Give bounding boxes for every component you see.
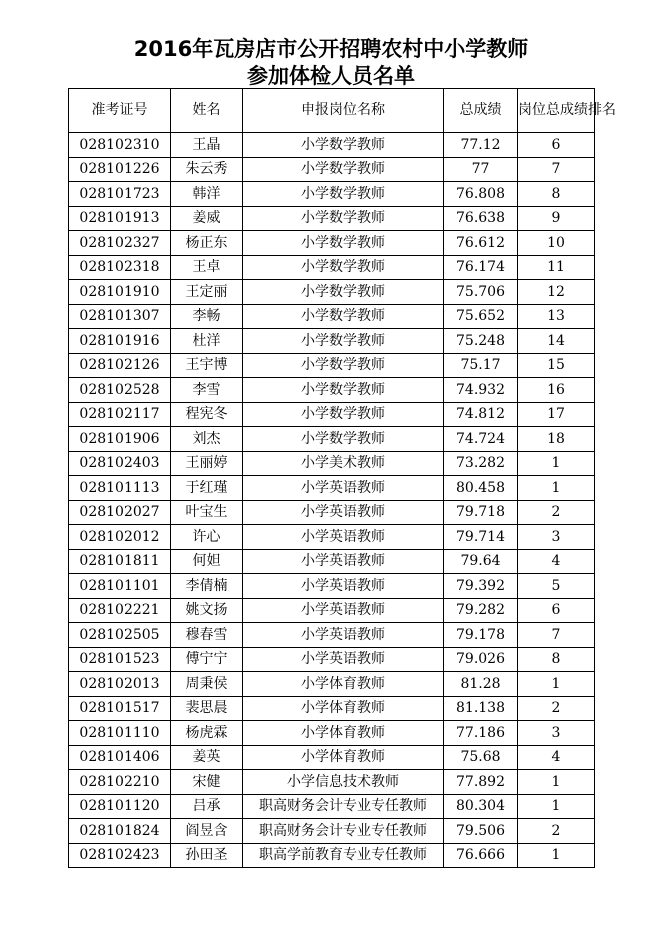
cell-position: 小学数学教师: [243, 378, 444, 403]
cell-exam-no: 028101226: [69, 157, 171, 182]
cell-position: 职高学前教育专业专任教师: [243, 843, 444, 868]
cell-name: 韩洋: [171, 182, 243, 207]
cell-exam-no: 028102403: [69, 451, 171, 476]
table-row: [69, 133, 595, 158]
cell-rank: 1: [518, 451, 595, 476]
table-row: [69, 476, 595, 501]
candidate-table: [68, 88, 616, 868]
cell-position: 小学数学教师: [243, 182, 444, 207]
cell-rank: 7: [518, 623, 595, 648]
cell-exam-no: 028102012: [69, 525, 171, 550]
cell-name: 朱云秀: [171, 157, 243, 182]
table-row: [69, 598, 595, 623]
cell-position: 职高财务会计专业专任教师: [243, 819, 444, 844]
cell-score: 74.932: [444, 378, 518, 403]
cell-exam-no: 028101811: [69, 549, 171, 574]
table-row: [69, 451, 595, 476]
cell-exam-no: 028101910: [69, 280, 171, 305]
table-row: [69, 231, 595, 256]
cell-position: 小学英语教师: [243, 500, 444, 525]
cell-position: 小学数学教师: [243, 157, 444, 182]
table-row: [69, 696, 595, 721]
cell-exam-no: 028102126: [69, 353, 171, 378]
header-exam-no: 准考证号: [69, 89, 171, 133]
cell-position: 小学数学教师: [243, 206, 444, 231]
table-row: [69, 819, 595, 844]
cell-name: 姜英: [171, 745, 243, 770]
cell-score: 79.282: [444, 598, 518, 623]
cell-exam-no: 028101307: [69, 304, 171, 329]
cell-rank: 18: [518, 427, 595, 452]
cell-name: 王卓: [171, 255, 243, 280]
cell-rank: 14: [518, 329, 595, 354]
table-row: [69, 206, 595, 231]
cell-position: 小学体育教师: [243, 721, 444, 746]
cell-score: 74.724: [444, 427, 518, 452]
cell-position: 小学数学教师: [243, 133, 444, 158]
cell-name: 周秉侯: [171, 672, 243, 697]
table-row: [69, 672, 595, 697]
cell-exam-no: 028102327: [69, 231, 171, 256]
cell-position: 小学信息技术教师: [243, 770, 444, 795]
table-row: [69, 378, 595, 403]
cell-score: 76.666: [444, 843, 518, 868]
cell-rank: 1: [518, 794, 595, 819]
cell-rank: 1: [518, 770, 595, 795]
cell-name: 穆春雪: [171, 623, 243, 648]
cell-name: 王晶: [171, 133, 243, 158]
cell-rank: 8: [518, 182, 595, 207]
table-row: [69, 525, 595, 550]
header-position: 申报岗位名称: [243, 89, 444, 133]
cell-exam-no: 028101120: [69, 794, 171, 819]
cell-score: 80.458: [444, 476, 518, 501]
table-row: [69, 427, 595, 452]
cell-exam-no: 028101110: [69, 721, 171, 746]
cell-name: 李倩楠: [171, 574, 243, 599]
cell-rank: 5: [518, 574, 595, 599]
cell-rank: 13: [518, 304, 595, 329]
cell-name: 姜威: [171, 206, 243, 231]
cell-exam-no: 028102221: [69, 598, 171, 623]
cell-exam-no: 028102027: [69, 500, 171, 525]
cell-exam-no: 028102310: [69, 133, 171, 158]
cell-name: 吕承: [171, 794, 243, 819]
cell-score: 77.892: [444, 770, 518, 795]
header-name: 姓名: [171, 89, 243, 133]
cell-name: 杨正东: [171, 231, 243, 256]
cell-position: 小学美术教师: [243, 451, 444, 476]
cell-position: 小学体育教师: [243, 696, 444, 721]
table-row: [69, 794, 595, 819]
cell-rank: 4: [518, 745, 595, 770]
cell-score: 77: [444, 157, 518, 182]
cell-rank: 2: [518, 696, 595, 721]
cell-position: 小学体育教师: [243, 672, 444, 697]
table-row: [69, 623, 595, 648]
table-row: [69, 574, 595, 599]
cell-position: 小学英语教师: [243, 598, 444, 623]
cell-position: 小学英语教师: [243, 476, 444, 501]
cell-rank: 9: [518, 206, 595, 231]
cell-score: 79.026: [444, 647, 518, 672]
cell-position: 小学体育教师: [243, 745, 444, 770]
cell-name: 王丽婷: [171, 451, 243, 476]
document-title-line1: 2016年瓦房店市公开招聘农村中小学教师: [133, 37, 529, 61]
cell-score: 81.28: [444, 672, 518, 697]
cell-score: 79.714: [444, 525, 518, 550]
cell-score: 75.248: [444, 329, 518, 354]
cell-position: 小学数学教师: [243, 304, 444, 329]
cell-rank: 10: [518, 231, 595, 256]
cell-name: 裴思晨: [171, 696, 243, 721]
cell-score: 75.68: [444, 745, 518, 770]
cell-score: 79.64: [444, 549, 518, 574]
table-row: [69, 843, 595, 868]
cell-rank: 12: [518, 280, 595, 305]
cell-position: 小学英语教师: [243, 574, 444, 599]
cell-score: 73.282: [444, 451, 518, 476]
table-row: [69, 280, 595, 305]
cell-rank: 1: [518, 476, 595, 501]
cell-rank: 17: [518, 402, 595, 427]
table-row: [69, 182, 595, 207]
cell-score: 80.304: [444, 794, 518, 819]
table-row: [69, 770, 595, 795]
table-row: [69, 304, 595, 329]
cell-name: 何妲: [171, 549, 243, 574]
document-title-line2: 参加体检人员名单: [247, 64, 415, 88]
cell-exam-no: 028101723: [69, 182, 171, 207]
cell-rank: 7: [518, 157, 595, 182]
cell-position: 小学数学教师: [243, 255, 444, 280]
cell-score: 76.612: [444, 231, 518, 256]
cell-rank: 1: [518, 672, 595, 697]
cell-rank: 8: [518, 647, 595, 672]
cell-exam-no: 028101913: [69, 206, 171, 231]
cell-name: 许心: [171, 525, 243, 550]
cell-score: 74.812: [444, 402, 518, 427]
cell-exam-no: 028102318: [69, 255, 171, 280]
table-row: [69, 329, 595, 354]
cell-position: 小学英语教师: [243, 525, 444, 550]
cell-name: 王宇博: [171, 353, 243, 378]
table-row: [69, 745, 595, 770]
cell-position: 小学数学教师: [243, 402, 444, 427]
cell-rank: 6: [518, 133, 595, 158]
header-score: 总成绩: [444, 89, 518, 133]
table-row: [69, 500, 595, 525]
cell-exam-no: 028102423: [69, 843, 171, 868]
table-row: [69, 647, 595, 672]
cell-position: 小学数学教师: [243, 427, 444, 452]
table-row: [69, 353, 595, 378]
cell-name: 姚文扬: [171, 598, 243, 623]
cell-name: 于红瑾: [171, 476, 243, 501]
cell-rank: 3: [518, 525, 595, 550]
cell-exam-no: 028101517: [69, 696, 171, 721]
cell-position: 小学数学教师: [243, 353, 444, 378]
cell-name: 叶宝生: [171, 500, 243, 525]
cell-name: 李雪: [171, 378, 243, 403]
cell-exam-no: 028101906: [69, 427, 171, 452]
cell-name: 宋健: [171, 770, 243, 795]
cell-rank: 4: [518, 549, 595, 574]
cell-position: 小学数学教师: [243, 231, 444, 256]
cell-name: 刘杰: [171, 427, 243, 452]
cell-exam-no: 028102505: [69, 623, 171, 648]
cell-exam-no: 028102013: [69, 672, 171, 697]
cell-name: 杜洋: [171, 329, 243, 354]
cell-name: 傅宁宁: [171, 647, 243, 672]
table-body: [69, 133, 595, 868]
table-row: [69, 549, 595, 574]
cell-name: 程宪冬: [171, 402, 243, 427]
cell-score: 79.178: [444, 623, 518, 648]
cell-rank: 2: [518, 819, 595, 844]
cell-score: 79.506: [444, 819, 518, 844]
cell-name: 王定丽: [171, 280, 243, 305]
cell-exam-no: 028101824: [69, 819, 171, 844]
cell-score: 76.808: [444, 182, 518, 207]
table-row: [69, 721, 595, 746]
table-row: [69, 402, 595, 427]
cell-exam-no: 028102528: [69, 378, 171, 403]
cell-position: 小学英语教师: [243, 549, 444, 574]
cell-position: 小学数学教师: [243, 280, 444, 305]
table-row: [69, 255, 595, 280]
cell-score: 77.12: [444, 133, 518, 158]
cell-score: 79.392: [444, 574, 518, 599]
cell-position: 小学数学教师: [243, 329, 444, 354]
cell-score: 75.17: [444, 353, 518, 378]
cell-rank: 3: [518, 721, 595, 746]
cell-score: 76.638: [444, 206, 518, 231]
cell-rank: 11: [518, 255, 595, 280]
cell-exam-no: 028102210: [69, 770, 171, 795]
cell-rank: 15: [518, 353, 595, 378]
cell-exam-no: 028101406: [69, 745, 171, 770]
cell-exam-no: 028101916: [69, 329, 171, 354]
cell-position: 小学英语教师: [243, 623, 444, 648]
cell-name: 杨虎霖: [171, 721, 243, 746]
cell-rank: 1: [518, 843, 595, 868]
header-rank: 岗位总成绩排名: [518, 89, 595, 133]
cell-rank: 16: [518, 378, 595, 403]
cell-position: 小学英语教师: [243, 647, 444, 672]
cell-score: 75.652: [444, 304, 518, 329]
cell-position: 职高财务会计专业专任教师: [243, 794, 444, 819]
cell-score: 81.138: [444, 696, 518, 721]
cell-name: 阎昱含: [171, 819, 243, 844]
cell-exam-no: 028101101: [69, 574, 171, 599]
cell-score: 77.186: [444, 721, 518, 746]
table-header-row: [69, 89, 595, 133]
cell-exam-no: 028101113: [69, 476, 171, 501]
cell-rank: 6: [518, 598, 595, 623]
table-row: [69, 157, 595, 182]
cell-exam-no: 028102117: [69, 402, 171, 427]
cell-rank: 2: [518, 500, 595, 525]
cell-score: 79.718: [444, 500, 518, 525]
cell-score: 76.174: [444, 255, 518, 280]
cell-exam-no: 028101523: [69, 647, 171, 672]
cell-name: 孙田圣: [171, 843, 243, 868]
cell-name: 李畅: [171, 304, 243, 329]
cell-score: 75.706: [444, 280, 518, 305]
